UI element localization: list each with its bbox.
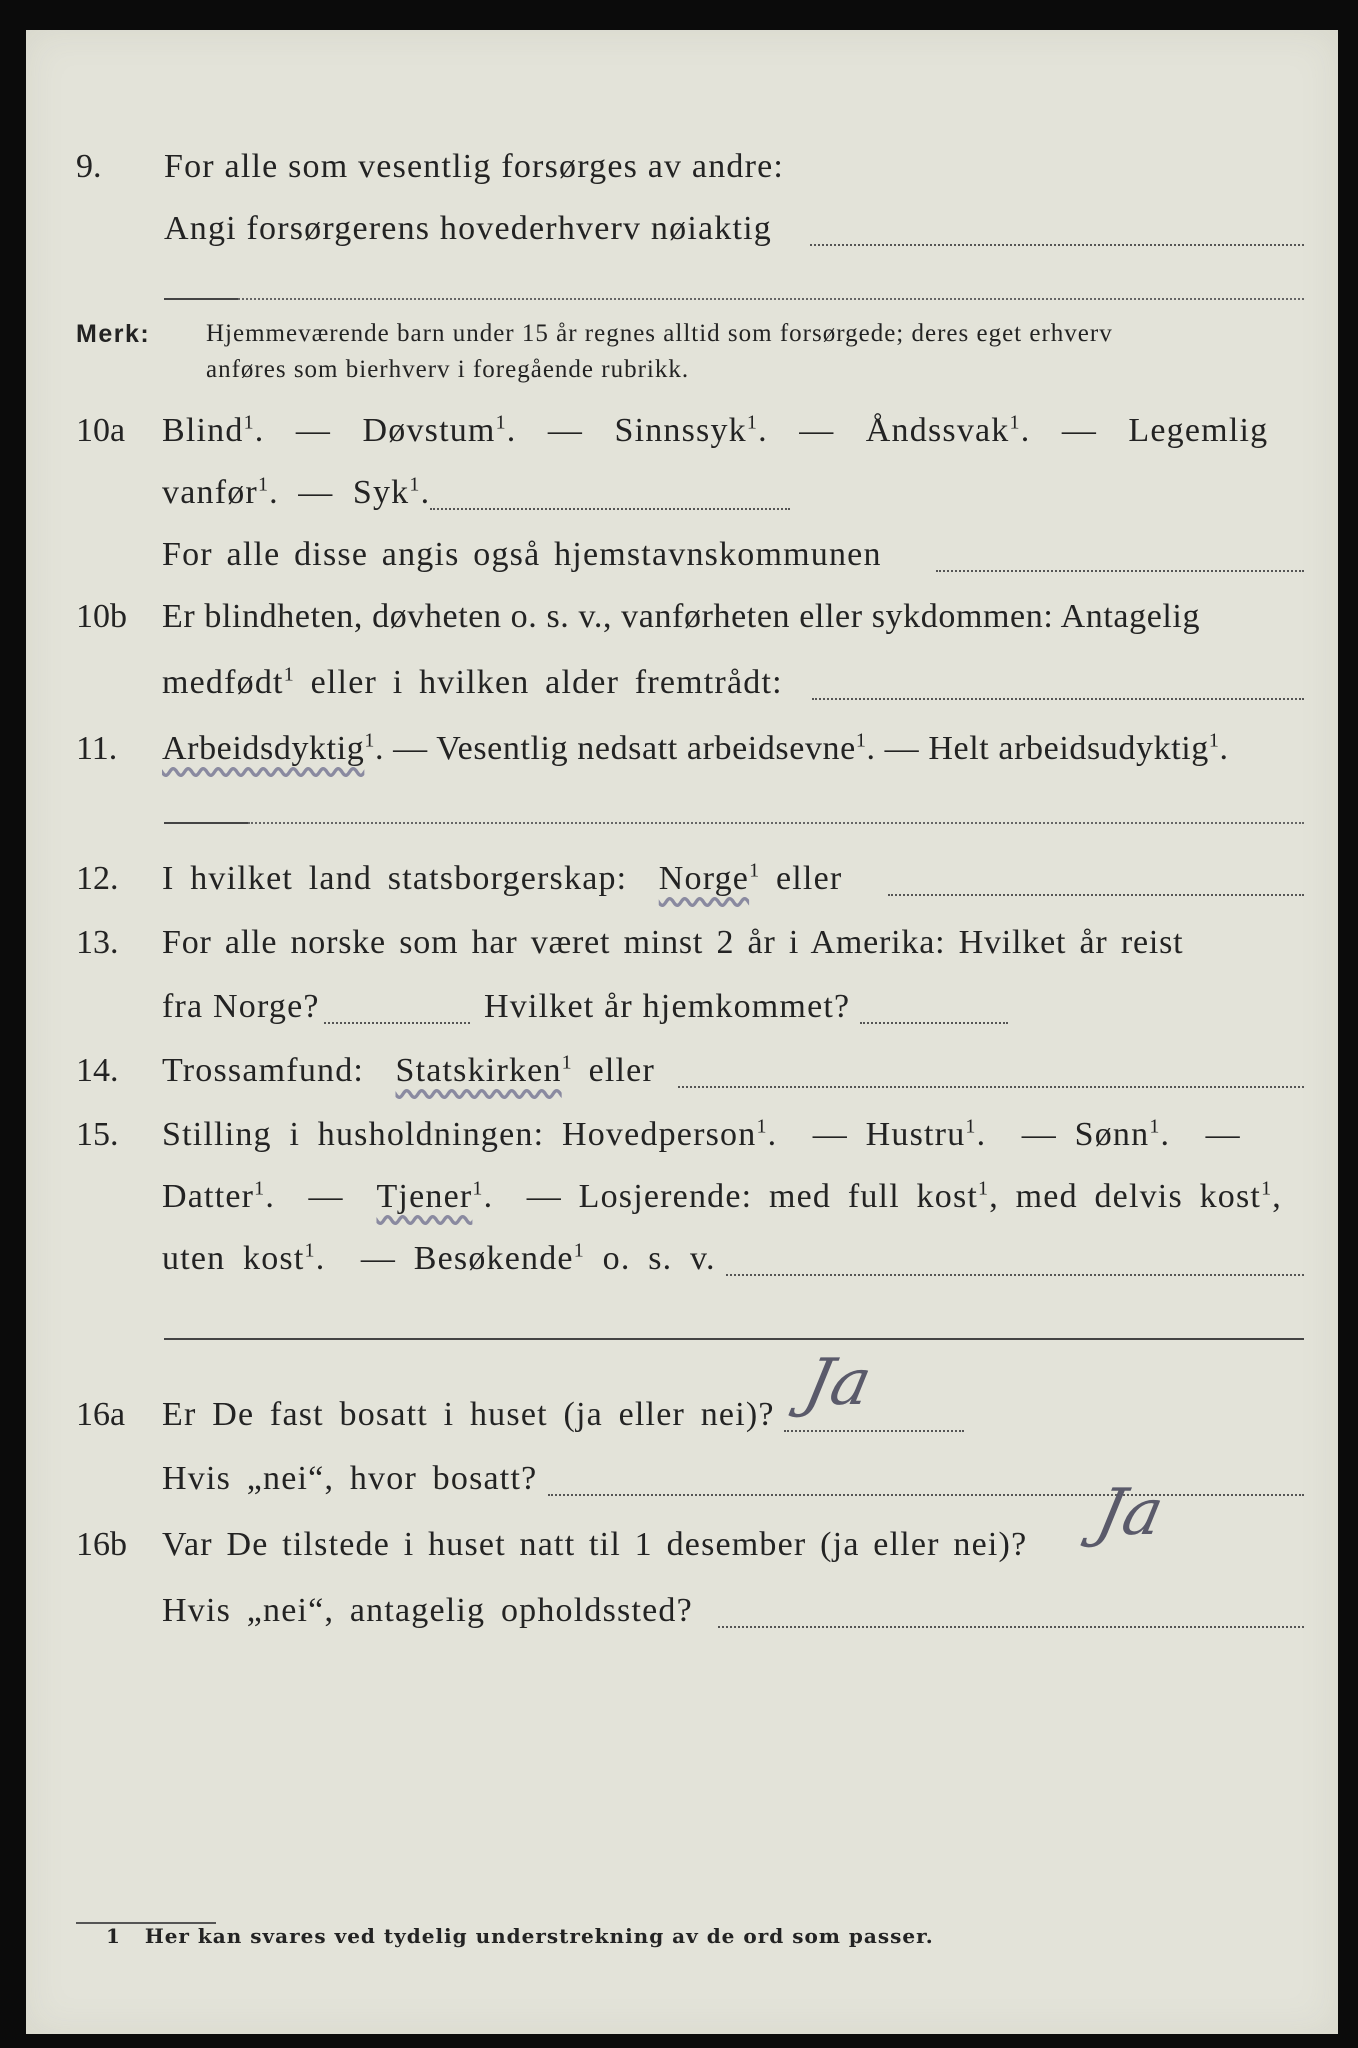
q9-row — [26, 148, 1338, 208]
footnote — [106, 1924, 934, 1948]
merk-label — [76, 320, 150, 349]
opt-besokende[interactable]: — Besøkende — [360, 1240, 574, 1277]
sup: 1 — [495, 411, 507, 434]
opt-datter[interactable]: Datter — [162, 1178, 255, 1215]
q14-row — [26, 1052, 1338, 1112]
q11-line: Arbeidsdyktig$^1$. — Vesentlig nedsatt arbeidsevne$^1$. — Helt arbeidsudyktig$^1$. — [162, 729, 1229, 767]
opt-syk[interactable]: Syk — [352, 474, 410, 511]
q15-answer-line[interactable] — [726, 1274, 1304, 1276]
q16b-line1: Var De tilstede i huset natt til 1 desember (ja eller nei)? — [162, 1526, 1028, 1563]
q16a-line1: Er De fast bosatt i huset (ja eller nei)? — [162, 1396, 775, 1433]
q15-osv: o. s. v. — [602, 1240, 716, 1277]
form-page — [26, 30, 1338, 2034]
q15-dash: — — [1205, 1116, 1241, 1153]
q12-eller: eller — [776, 860, 843, 897]
sup: 1 — [243, 411, 255, 434]
sup: 1 — [1149, 1115, 1161, 1138]
sup: 1 — [257, 473, 270, 496]
q10b-row2 — [26, 664, 1338, 724]
q15-number: 15. — [76, 1116, 119, 1153]
q10a-line3: For alle disse angis også hjemstavnskommunen — [162, 536, 882, 573]
q14-number: 14. — [76, 1052, 119, 1089]
q13-hjem-line[interactable] — [860, 1022, 1008, 1024]
opt-hustru[interactable]: — Hustru — [812, 1116, 966, 1153]
opt-medfodt[interactable]: medfødt — [162, 664, 284, 701]
q16a-answer-line[interactable] — [784, 1430, 964, 1432]
q14-text: Trossamfund: — [162, 1052, 365, 1089]
q15-row3 — [26, 1240, 1338, 1300]
q10b-row1 — [26, 598, 1338, 658]
sup: 1 — [749, 859, 761, 882]
q12-answer-line[interactable] — [888, 894, 1304, 896]
q15-line2: Datter$^1$. — Tjener$^1$. — Losjerende: med full kost$^1$, med delvis kost$^1$, — [162, 1177, 1282, 1215]
q10b-line2-rest: eller i hvilken alder fremtrådt: — [310, 664, 783, 701]
q16b-line2: Hvis „nei“, antagelig opholdssted? — [162, 1592, 693, 1629]
sup: 1 — [561, 1051, 573, 1074]
sup: 1 — [965, 1115, 977, 1138]
opt-sonn[interactable]: — Sønn — [1021, 1116, 1150, 1153]
q13-row1 — [26, 924, 1338, 984]
q11-number: 11. — [76, 730, 118, 767]
sup: 1 — [1208, 729, 1220, 752]
q9-number: 9. — [76, 148, 102, 185]
q14-eller: eller — [588, 1052, 655, 1089]
q10a-kommune-line[interactable] — [936, 570, 1304, 572]
q13-number: 13. — [76, 924, 119, 961]
opt-helt[interactable]: — Helt arbeidsudyktig — [884, 730, 1209, 767]
opt-losj-full[interactable]: — Losjerende: med full kost — [526, 1178, 979, 1215]
q15-comma: , — [1272, 1178, 1282, 1215]
merk-line2: anføres som bierhverv i foregående rubrikk. — [206, 356, 690, 383]
opt-vesentlig[interactable]: — Vesentlig nedsatt arbeidsevne — [393, 730, 856, 767]
footnote-marker: 1 — [106, 1924, 121, 1948]
q16a-row1 — [26, 1396, 1338, 1456]
opt-tjener[interactable]: Tjener — [376, 1178, 473, 1215]
opt-arbeidsdyktig[interactable]: Arbeidsdyktig — [162, 730, 365, 767]
q16a-line2: Hvis „nei“, hvor bosatt? — [162, 1460, 538, 1497]
q13-hjem: Hvilket år hjemkommet? — [484, 988, 851, 1025]
q12-row — [26, 860, 1338, 920]
sup: 1 — [573, 1239, 585, 1262]
sup: 1 — [978, 1177, 990, 1200]
q10a-row1 — [26, 412, 1338, 472]
q13-reist-line[interactable] — [324, 1022, 470, 1024]
q16a-number: 16a — [76, 1396, 126, 1433]
q12-number: 12. — [76, 860, 119, 897]
opt-uten-kost[interactable]: uten kost — [162, 1240, 305, 1277]
sup: 1 — [283, 663, 295, 686]
q12-line — [162, 860, 842, 898]
q15-dash1: — — [308, 1178, 344, 1215]
q16b-handwritten-answer: Ja — [1090, 1476, 1170, 1550]
opt-sinnssyk[interactable]: Sinnssyk — [614, 412, 747, 449]
q15-line3: uten kost$^1$. — Besøkende$^1$ o. s. v. — [162, 1239, 716, 1277]
q10b-line1: Er blindheten, døvheten o. s. v., vanførheten eller sykdommen: Antagelig — [162, 598, 1201, 635]
opt-statskirken[interactable]: Statskirken — [395, 1052, 562, 1089]
q16b-row2 — [26, 1592, 1338, 1652]
q13-row2 — [26, 988, 1338, 1048]
sup: 1 — [409, 473, 421, 496]
footnote-text: Her kan svares ved tydelig understrekning av de ord som passer. — [144, 1924, 934, 1948]
sup: 1 — [304, 1239, 316, 1262]
q10a-syk-line[interactable] — [430, 508, 790, 510]
sup: 1 — [855, 729, 867, 752]
opt-andssvak[interactable]: Åndssvak — [865, 412, 1010, 449]
q10b-number: 10b — [76, 598, 127, 635]
q10a-number: 10a — [76, 412, 126, 449]
q10b-alder-line[interactable] — [812, 698, 1304, 700]
q15-line1: Stilling i husholdningen: Hovedperson$^1$. — Hustru$^1$. — Sønn$^1$. — — [162, 1115, 1241, 1153]
sup: 1 — [364, 729, 375, 752]
sup: 1 — [1009, 411, 1021, 434]
sup: 1 — [746, 411, 759, 434]
q11-row — [26, 730, 1338, 790]
q10a-row2 — [26, 474, 1338, 534]
q10a-row3 — [26, 536, 1338, 596]
opt-losj-delvis[interactable]: , med delvis kost — [989, 1178, 1262, 1215]
q15-row1 — [26, 1116, 1338, 1176]
q9-row2 — [26, 210, 1338, 270]
q15-row2 — [26, 1178, 1338, 1238]
q9-line1: For alle som vesentlig forsørges av andre: — [164, 148, 785, 185]
opt-dovstum[interactable]: Døvstum — [362, 412, 496, 449]
q10b-line2 — [162, 664, 783, 702]
q13-fra: fra Norge? — [162, 988, 320, 1025]
q16b-number: 16b — [76, 1526, 127, 1563]
merk-line1: Hjemmeværende barn under 15 år regnes alltid som forsørgede; deres eget erhverv — [206, 320, 1113, 347]
q14-answer-line[interactable] — [678, 1086, 1304, 1088]
q10a-line1: Blind$^1$. — Døvstum$^1$. — Sinnssyk$^1$. — Åndssvak$^1$. — Legemlig — [162, 411, 1269, 449]
q9-line2: Angi forsørgerens hovederhverv nøiaktig — [164, 210, 772, 247]
q14-line — [162, 1052, 655, 1090]
opt-legemlig[interactable]: Legemlig — [1128, 412, 1269, 449]
opt-norge[interactable]: Norge — [658, 860, 750, 897]
sup: 1 — [472, 1177, 484, 1200]
q16a-bosatt-line[interactable] — [548, 1494, 1304, 1496]
sup: 1 — [756, 1115, 768, 1138]
q16b-opphold-line[interactable] — [718, 1626, 1304, 1628]
opt-hovedperson[interactable]: Stilling i husholdningen: Hovedperson — [162, 1116, 757, 1153]
opt-blind[interactable]: Blind — [162, 412, 244, 449]
q16a-handwritten-answer: Ja — [798, 1346, 878, 1420]
merk-label-text: Merk: — [76, 320, 151, 348]
q12-text: I hvilket land statsborgerskap: — [162, 860, 628, 897]
q9-answer-line[interactable] — [810, 244, 1304, 246]
q10a-line2: vanfør$^1$. — Syk$^1$. — [162, 473, 431, 511]
q13-line1: For alle norske som har været minst 2 år i Amerika: Hvilket år reist — [162, 924, 1184, 961]
sup: 1 — [1261, 1177, 1273, 1200]
sup: 1 — [254, 1177, 266, 1200]
opt-vanfor[interactable]: vanfør — [162, 474, 258, 511]
